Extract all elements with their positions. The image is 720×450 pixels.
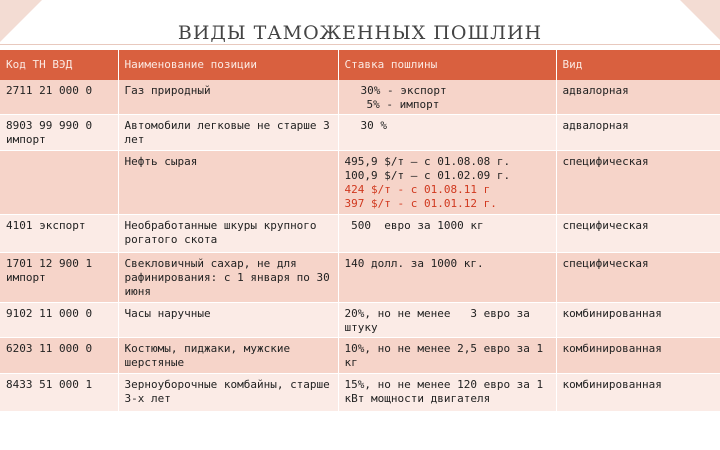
rate-line: 397 $/т - с 01.01.12 г. <box>344 197 497 210</box>
cell-rate: 500 евро за 1000 кг <box>338 215 556 253</box>
cell-name: Нефть сырая <box>118 151 338 215</box>
cell-name: Необработанные шкуры крупного рогатого скота <box>118 215 338 253</box>
cell-type: адвалорная <box>556 115 720 151</box>
cell-name: Часы наручные <box>118 303 338 338</box>
cell-type: адвалорная <box>556 80 720 115</box>
rate-line: 424 $/т - с 01.08.11 г <box>344 183 491 196</box>
rate-line: 495,9 $/т – с 01.08.08 г. <box>344 155 511 168</box>
cell-rate: 10%, но не менее 2,5 евро за 1 кг <box>338 338 556 374</box>
cell-rate <box>338 151 556 215</box>
cell-code: 4101 экспорт <box>0 215 118 253</box>
table-row <box>0 115 720 151</box>
table-row <box>0 80 720 115</box>
cell-type: специфическая <box>556 215 720 253</box>
cell-code: 8433 51 000 1 <box>0 374 118 412</box>
customs-duties-table <box>0 50 720 412</box>
cell-type: комбинированная <box>556 374 720 412</box>
cell-code: 2711 21 000 0 <box>0 80 118 115</box>
header-name: Наименование позиции <box>118 50 338 80</box>
cell-code <box>0 151 118 215</box>
header-code: Код ТН ВЭД <box>0 50 118 80</box>
table-row <box>0 151 720 215</box>
cell-type: специфическая <box>556 151 720 215</box>
title-divider <box>0 44 720 45</box>
table-row <box>0 303 720 338</box>
cell-code: 9102 11 000 0 <box>0 303 118 338</box>
cell-rate: 140 долл. за 1000 кг. <box>338 253 556 303</box>
cell-type: комбинированная <box>556 303 720 338</box>
cell-rate: 20%, но не менее 3 евро за штуку <box>338 303 556 338</box>
cell-code: 1701 12 900 1 импорт <box>0 253 118 303</box>
cell-rate <box>338 115 556 151</box>
table-row <box>0 253 720 303</box>
cell-rate: 15%, но не менее 120 евро за 1 кВт мощности двигателя <box>338 374 556 412</box>
cell-code: 8903 99 990 0 импорт <box>0 115 118 151</box>
header-rate: Ставка пошлины <box>338 50 556 80</box>
cell-code: 6203 11 000 0 <box>0 338 118 374</box>
table-row <box>0 374 720 412</box>
header-type: Вид <box>556 50 720 80</box>
cell-name: Свекловичный сахар, не для рафинирования: с 1 января по 30 июня <box>118 253 338 303</box>
cell-name: Зерноуборочные комбайны, старше 3-х лет <box>118 374 338 412</box>
cell-type: комбинированная <box>556 338 720 374</box>
table-header-row <box>0 50 720 80</box>
rate-line: 30% - экспорт <box>360 84 447 97</box>
cell-name: Автомобили легковые не старше 3 лет <box>118 115 338 151</box>
table-row <box>0 215 720 253</box>
table-row <box>0 338 720 374</box>
rate-line: 5% - импорт <box>366 98 440 111</box>
rate-line: 100,9 $/т – с 01.02.09 г. <box>344 169 511 182</box>
rate-line: 30 % <box>360 119 387 132</box>
slide-title: ВИДЫ ТАМОЖЕННЫХ ПОШЛИН <box>177 22 543 44</box>
cell-name: Газ природный <box>118 80 338 115</box>
cell-type: специфическая <box>556 253 720 303</box>
cell-rate <box>338 80 556 115</box>
cell-name: Костюмы, пиджаки, мужские шерстяные <box>118 338 338 374</box>
